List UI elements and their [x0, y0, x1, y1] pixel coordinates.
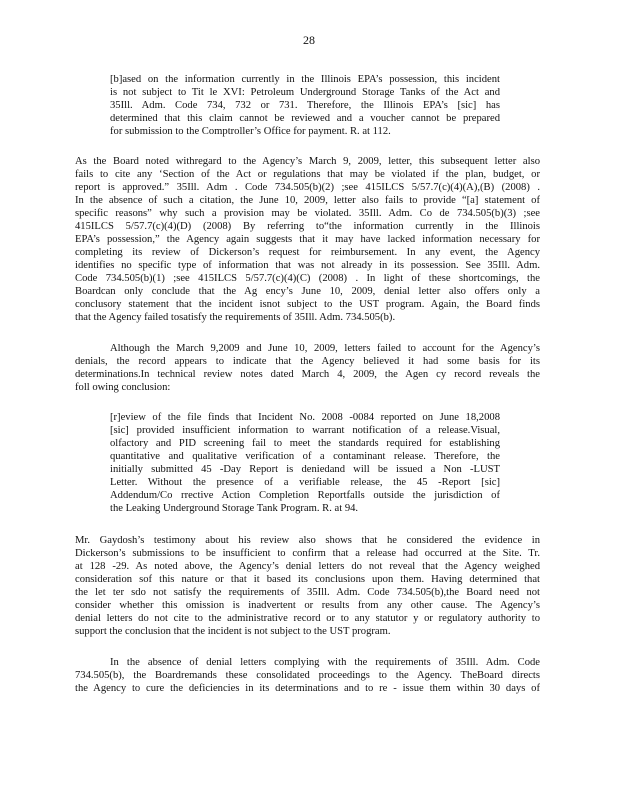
text-line: report is approved.” 35Ill. Adm . Code 734.505(b)(2) ;see 415ILCS 5/57.7(c)(4)(A),(B) (2008) . — [75, 182, 540, 193]
page-number: 28 — [303, 33, 315, 47]
text-line: determined that this claim cannot be reviewed and a voucher cannot be prepared — [110, 113, 500, 124]
text-line: at 128 -29. As noted above, the Agency’s denial letters do not reveal that the Agency weighed — [75, 561, 540, 572]
text-line: the let ter sdo not satisfy the requirements of 35Ill. Adm. Code 734.505(b),the Board need not — [75, 587, 540, 598]
text-line: the Agency to cure the deficiencies in its determinations and to re - issue them within 30 days of — [75, 683, 540, 694]
text-line: specific reasons” why such a provision may be violated. 35Ill. Adm. Co de 734.505(b)(3) ;see — [75, 208, 540, 219]
text-line: support the conclusion that the incident is not subject to the UST program. — [75, 626, 391, 637]
text-line: consideration sof this nature or that it based its conclusions upon them. Having determined that — [75, 574, 540, 585]
text-line: 734.505(b), the Boardremands these consolidated proceedings to the Agency. TheBoard directs — [75, 670, 540, 681]
text-line: completing its review of Dickerson’s request for reimbursement. In any event, the Agency — [75, 247, 540, 258]
text-line: olfactory and PID screening fail to meet the standards required for establishing — [110, 438, 500, 449]
text-line: fails to cite any ‘Section of the Act or regulations that may be violated if the plan, budget, or — [75, 169, 540, 180]
text-line: Mr. Gaydosh’s testimony about his review also shows that he considered the evidence in — [75, 535, 540, 546]
text-line: Boardcan only conclude that the Ag ency’s June 10, 2009, denial letter also offers only a — [75, 286, 540, 297]
text-line: consider whether this omission is inadvertent or results from any other cause. The Agency’s — [75, 600, 540, 611]
text-line: denial letters do not cite to the administrative record or to any statutor y or regulatory authority to — [75, 613, 540, 624]
text-line: is not subject to Tit le XVI: Petroleum Underground Storage Tanks of the Act and — [110, 87, 500, 98]
text-line: conclusory statement that the incident isnot subject to the UST program. Again, the Board finds — [75, 299, 540, 310]
text-line: Letter. Without the presence of a verifiable release, the 45 -Report [sic] — [110, 477, 500, 488]
text-line: [r]eview of the file finds that Incident No. 2008 -0084 reported on June 18,2008 — [110, 412, 500, 423]
text-line: that the Agency failed tosatisfy the requirements of 35Ill. Adm. 734.505(b). — [75, 312, 396, 323]
text-line: [b]ased on the information currently in the Illinois EPA’s possession, this incident — [110, 74, 500, 85]
text-line: 415ILCS 5/57.7(c)(4)(D) (2008) By referring to“the information currently in the Illinois — [75, 221, 540, 232]
text-line: quantitative and qualitative verification of a contaminant release. Therefore, the — [110, 451, 500, 462]
text-line: the Leaking Underground Storage Tank Program. R. at 94. — [110, 503, 359, 514]
text-line: Although the March 9,2009 and June 10, 2009, letters failed to account for the Agency’s — [110, 343, 540, 354]
text-line: In the absence of denial letters complying with the requirements of 35Ill. Adm. Code — [110, 657, 540, 668]
text-line: EPA’s possession,” the Agency again suggests that it may have lacked information necessary for — [75, 234, 540, 245]
text-line: [sic] provided insufficient information to warrant notification of a release.Visual, — [110, 425, 500, 436]
text-line: determinations.In technical review notes dated March 4, 2009, the Agen cy record reveals the — [75, 369, 540, 380]
text-line: 35Ill. Adm. Code 734, 732 or 731. Therefore, the Illinois EPA’s [sic] has — [110, 100, 500, 111]
text-line: for submission to the Comptroller’s Office for payment. R. at 112. — [110, 126, 391, 137]
text-line: In the absence of such a citation, the June 10, 2009, letter also fails to provide “[a] statement of — [75, 195, 540, 206]
text-line: Addendum/Co rrective Action Completion Reportfalls outside the jurisdiction of — [110, 490, 500, 501]
text-line: As the Board noted withregard to the Agency’s March 9, 2009, letter, this subsequent letter also — [75, 156, 540, 167]
text-line: Dickerson’s submissions to be insufficient to confirm that a release had occurred at the Site. Tr. — [75, 548, 540, 559]
text-line: identifies no specific type of information that was not already in its possession. See 35Ill. Adm. — [75, 260, 540, 271]
text-line: foll owing conclusion: — [75, 382, 171, 393]
text-line: Code 734.505(b)(1) ;see 415ILCS 5/57.7(c)(4)(C) (2008) . In light of these shortcomings, the — [75, 273, 540, 284]
text-line: denials, the record appears to indicate that the Agency believed it had some basis for its — [75, 356, 540, 367]
text-line: initially submitted 45 -Day Report is deniedand will be issued a Non -LUST — [110, 464, 500, 475]
